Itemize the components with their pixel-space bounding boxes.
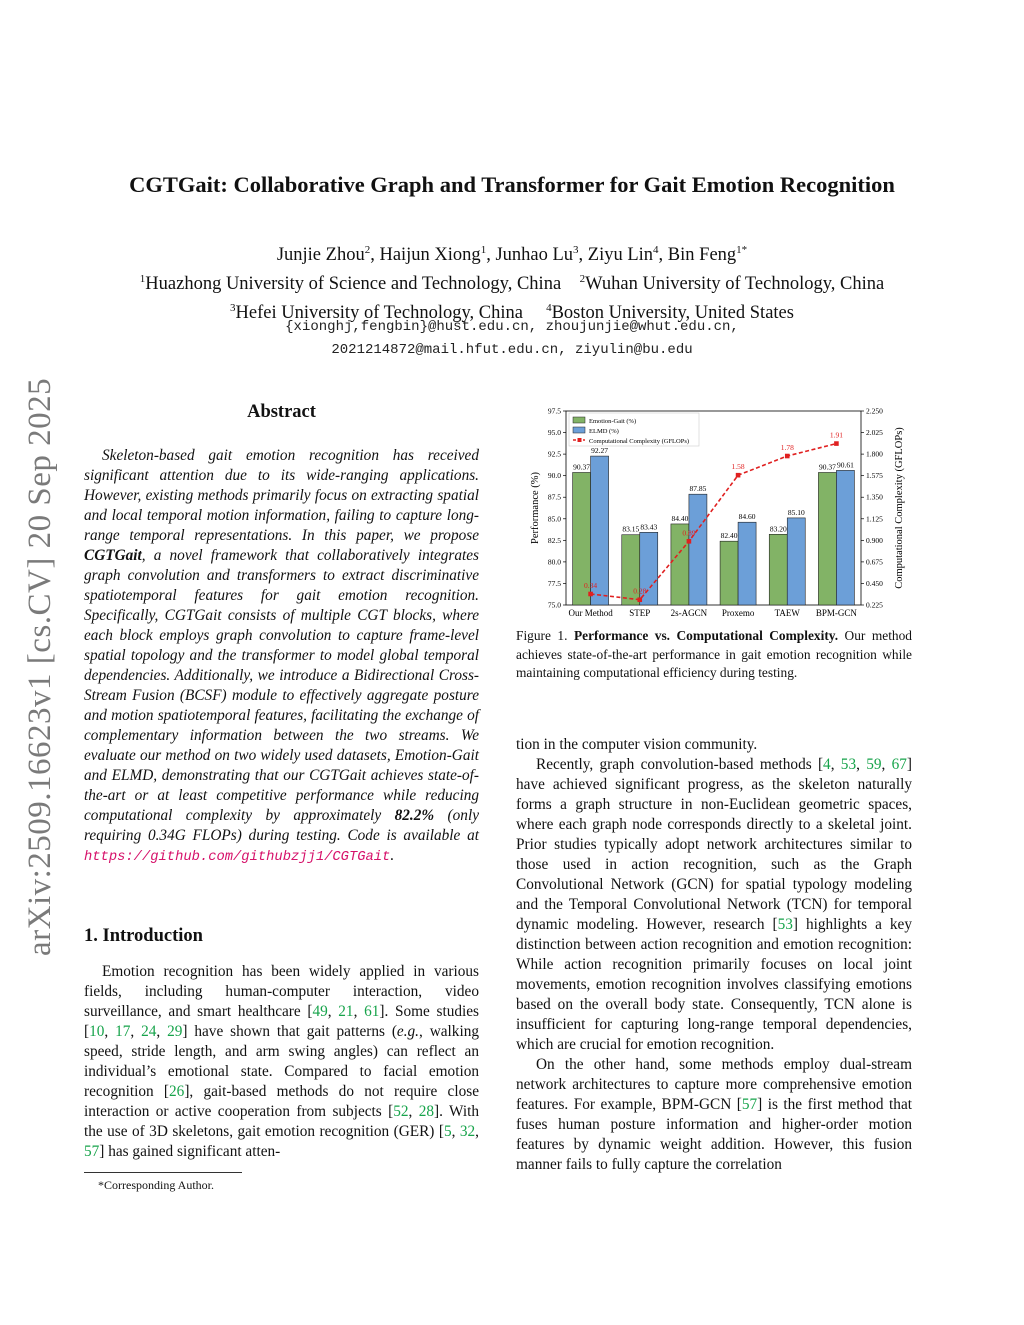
y-tick-label: 95.0 (547, 428, 561, 438)
citation-link[interactable]: 57 (741, 1096, 758, 1113)
line-point (687, 539, 692, 544)
line-point (637, 597, 642, 602)
y2-tick-label: 1.575 (866, 471, 883, 481)
bar (769, 534, 787, 605)
line-point (736, 473, 741, 478)
abstract-heading: Abstract (247, 402, 316, 422)
figure-caption-bold: Performance vs. Computational Complexity. (573, 628, 839, 643)
text-span: ] is the first method that fuses human posture information and higher-order motion features by dynamic weight addition. However, this fusion manner fails to fully capture the correlation (516, 1096, 912, 1173)
bar-value-label: 83.20 (769, 524, 787, 534)
y-tick-label: 97.5 (547, 406, 561, 416)
legend-marker (578, 438, 582, 442)
intro-span: , (327, 1003, 339, 1020)
bar-value-label: 90.37 (818, 462, 836, 472)
legend-label: Computational Complexity (GFLOPs) (589, 438, 690, 445)
bar-value-label: 83.43 (640, 522, 658, 532)
bar-value-label: 84.40 (671, 513, 689, 523)
x-tick-label: STEP (629, 608, 651, 617)
y-tick-label: 92.5 (547, 449, 561, 459)
bar-value-label: 82.40 (720, 531, 738, 541)
email-block (60, 316, 964, 362)
citation-link[interactable]: 28 (418, 1103, 434, 1120)
figure-caption-text: Our method achieves state-of-the-art performance in gait emotion recognition while maintaining computational efficiency during testing. (516, 628, 913, 680)
bar-value-label: 87.85 (689, 484, 707, 494)
bar (836, 470, 854, 605)
bar-value-label: 85.10 (787, 507, 805, 517)
code-link[interactable]: https://github.com/githubzjj1/CGTGait (84, 850, 391, 865)
y-tick-label: 75.0 (547, 600, 561, 610)
citation-link[interactable]: 67 (891, 756, 907, 773)
footnote-rule (84, 1172, 242, 1173)
citation-link[interactable]: 32 (459, 1123, 476, 1140)
line-value-label: 0.89 (682, 528, 696, 538)
y2-tick-label: 1.800 (866, 449, 883, 459)
intro-span: , (408, 1103, 419, 1120)
citation-link[interactable]: 4 (823, 756, 831, 773)
abstract-span: Skeleton-based gait emotion recognition has received significant attention due to its wide-ranging applications. However, existing methods primarily focus on extracting spatial and local temporal motion information, failing to capture long-range temporal representations. In this paper, we propose (84, 447, 479, 544)
citation-link[interactable]: 59 (866, 756, 882, 773)
author-name: , Bin Feng (658, 245, 737, 266)
paragraph (516, 735, 912, 755)
bar-value-label: 83.15 (622, 524, 640, 534)
affil-mark: 1 (139, 273, 146, 286)
author-name: , Haijun Xiong (370, 245, 481, 266)
author-block (60, 238, 964, 325)
y2-tick-label: 2.025 (866, 428, 883, 438)
intro-span: , walking speed, stride length, and arm swing angles) can reflect an individual’s emotional state. Compared to facial emotion recognition [ (84, 1023, 479, 1100)
line-value-label: 0.28 (633, 586, 647, 596)
abstract-span: . (390, 847, 395, 864)
footnote: *Corresponding Author. (98, 1178, 214, 1192)
line-point (834, 441, 839, 446)
line-value-label: 1.58 (731, 462, 745, 472)
right-column-text (516, 735, 912, 1175)
y-tick-label: 85.0 (547, 514, 561, 524)
y2-tick-label: 0.225 (866, 600, 883, 610)
bar-value-label: 90.37 (573, 462, 591, 472)
y-tick-label: 77.5 (547, 578, 561, 588)
y-tick-label: 87.5 (547, 492, 561, 502)
citation-link[interactable]: 52 (393, 1103, 409, 1120)
affiliation: Huazhong University of Science and Technology, China (145, 274, 562, 295)
arxiv-identifier: arXiv:2509.16623v1 [cs.CV] 20 Sep 2025 (22, 377, 58, 956)
citation-link[interactable]: 24 (141, 1023, 157, 1040)
line-point (785, 454, 790, 459)
bar (689, 494, 707, 605)
figure-caption (516, 627, 912, 683)
y-tick-label: 82.5 (547, 535, 561, 545)
paper-title: CGTGait: Collaborative Graph and Transformer for Gait Emotion Recognition (129, 172, 895, 197)
affil-mark: 2 (364, 244, 371, 256)
text-span: ] have achieved significant progress, as the skeleton naturally forms a graph structure in non-Euclidean geometric spaces, where each graph node corresponds directly to a skeletal joint. Prior studies typically adopt network architectures similar to those used in action recognition, such as the Graph Convolutional Network (GCN) for spatial typology modeling and the Temporal Convolutional Network (TCN) for temporal dynamic modeling. However, research [ (516, 756, 912, 933)
bar (818, 472, 836, 605)
paragraph (516, 1055, 912, 1175)
intro-span: e.g. (396, 1023, 420, 1040)
citation-link[interactable]: 26 (169, 1083, 185, 1100)
affil-mark: 1* (736, 244, 748, 256)
y2-axis-label: Computational Complexity (GFLOPs) (894, 427, 905, 589)
author-name: Junjie Zhou (276, 245, 365, 266)
affil-mark: 3 (573, 244, 579, 256)
intro-span: ], gait-based methods do not require close interaction or active cooperation from subjects [ (84, 1083, 479, 1120)
author-line (60, 238, 964, 267)
author-name: , Junhao Lu (486, 245, 574, 266)
affiliation: Boston University, United States (551, 303, 794, 324)
text-span: , (856, 756, 867, 773)
intro-span: , (353, 1003, 365, 1020)
legend-label: ELMD (%) (589, 428, 619, 435)
email-line: 2021214872@mail.hfut.edu.cn, ziyulin@bu.edu (331, 342, 693, 358)
text-span: Recently, graph convolution-based methods [ (536, 756, 824, 773)
citation-link[interactable]: 53 (840, 756, 857, 773)
affiliation: Hefei University of Technology, China (235, 303, 523, 324)
affil-mark: 4 (653, 244, 659, 256)
affil-mark: 2 (579, 273, 586, 286)
x-tick-label: BPM-GCN (815, 608, 857, 617)
legend-label: Emotion-Gait (%) (589, 418, 637, 425)
affiliation-line (60, 267, 964, 296)
line-value-label: 0.34 (584, 580, 598, 590)
intro-span: , (475, 1123, 479, 1140)
figure-1-chart (516, 403, 916, 617)
abstract-span: (only requiring 0.34G FLOPs) during testing. Code is available at (84, 807, 479, 844)
bar-value-label: 90.61 (836, 460, 854, 470)
citation-link[interactable]: 10 (89, 1023, 105, 1040)
intro-span: ]. With the use of 3D skeletons, gait emotion recognition (GER) [ (84, 1103, 479, 1140)
citation-link[interactable]: 49 (312, 1003, 328, 1020)
bar-value-label: 92.27 (591, 446, 609, 456)
y-axis-label: Performance (%) (530, 471, 541, 545)
method-name: CGTGait (84, 547, 142, 564)
citation-link[interactable]: 57 (84, 1143, 100, 1160)
citation-link[interactable]: 17 (115, 1023, 131, 1040)
text-span: , (830, 756, 841, 773)
bar-value-label: 84.60 (738, 512, 756, 522)
y2-tick-label: 1.125 (866, 514, 883, 524)
legend-swatch (573, 427, 585, 433)
intro-span: ]. Some studies [ (84, 1003, 480, 1040)
bar (738, 522, 756, 605)
citation-link[interactable]: 5 (443, 1123, 452, 1140)
intro-span: ] have shown that gait patterns ( (182, 1023, 397, 1040)
text-span: On the other hand, some methods employ dual-stream network architectures to capture more comprehensive emotion features. For example, BPM-GCN [ (516, 1056, 912, 1113)
paragraph (516, 755, 912, 1055)
x-tick-label: 2s-AGCN (670, 608, 708, 617)
intro-span: , (156, 1023, 168, 1040)
affiliation: Wuhan University of Technology, China (585, 274, 885, 295)
abstract-text (84, 446, 479, 868)
section-heading-introduction: 1. Introduction (84, 926, 203, 946)
y-tick-label: 90.0 (547, 471, 561, 481)
y2-tick-label: 1.350 (866, 492, 883, 502)
citation-link[interactable]: 53 (777, 916, 793, 933)
intro-span: , (451, 1123, 460, 1140)
bar (720, 541, 738, 605)
text-span: tion in the computer vision community. (516, 736, 758, 753)
citation-link[interactable]: 29 (167, 1023, 183, 1040)
abstract-span: , a novel framework that collaboratively integrates graph convolution and transformers to extract discriminative spatiotemporal features for gait emotion recognition. Specifically, CGTGait consists of multiple CGT blocks, where each block employs graph convolution to capture frame-level spatial topology and the transformer to model global temporal dependencies. Additionally, we introduce a Bidirectional Cross-Stream Fusion (BCSF) module to effectively aggregate posture and motion spatiotemporal features, facilitating the exchange of complementary information between the two streams. We evaluate our method on two widely used datasets, Emotion-Gait and ELMD, demonstrating that our CGTGait achieves state-of-the-art or at least competitive performance while reducing computational complexity by approximately (84, 547, 479, 824)
email-line: {xionghj,fengbin}@hust.edu.cn, zhoujunjie@whut.edu.cn, (285, 319, 739, 335)
intro-span: , (130, 1023, 142, 1040)
y2-tick-label: 0.675 (866, 557, 883, 567)
affil-mark: 3 (230, 302, 236, 315)
y-tick-label: 80.0 (547, 557, 561, 567)
figure-label: Figure 1. (516, 628, 574, 643)
reduction-value: 82.2% (394, 807, 435, 824)
citation-link[interactable]: 61 (364, 1003, 380, 1020)
y2-tick-label: 2.250 (866, 406, 883, 416)
line-value-label: 1.78 (780, 443, 794, 453)
text-span: , (881, 756, 892, 773)
affil-mark: 4 (546, 302, 552, 315)
intro-span: , (104, 1023, 116, 1040)
introduction-text (84, 962, 479, 1162)
legend-swatch (573, 417, 585, 423)
intro-span: Emotion recognition has been widely applied in various fields, including human-computer interaction, video surveillance, and smart healthcare [ (84, 963, 479, 1020)
author-name: , Ziyu Lin (578, 245, 654, 266)
line-value-label: 1.91 (829, 430, 843, 440)
x-tick-label: TAEW (774, 608, 800, 617)
y2-tick-label: 0.900 (866, 535, 883, 545)
affil-mark: 1 (480, 244, 487, 256)
bar (787, 518, 805, 605)
line-point (588, 592, 593, 597)
x-tick-label: Our Method (568, 608, 613, 617)
intro-span: ] has gained significant atten- (99, 1143, 281, 1160)
text-span: ] highlights a key distinction between action recognition and emotion recognition: While action recognition primarily focuses on local joint movements, emotion recognition involves classifying emotions based on the overall body state. Consequently, TCN alone is insufficient for capturing long-range temporal dependencies, which are crucial for emotion recognition. (516, 916, 912, 1053)
x-tick-label: Proxemo (721, 608, 755, 617)
citation-link[interactable]: 21 (338, 1003, 354, 1020)
y2-tick-label: 0.450 (866, 578, 883, 588)
